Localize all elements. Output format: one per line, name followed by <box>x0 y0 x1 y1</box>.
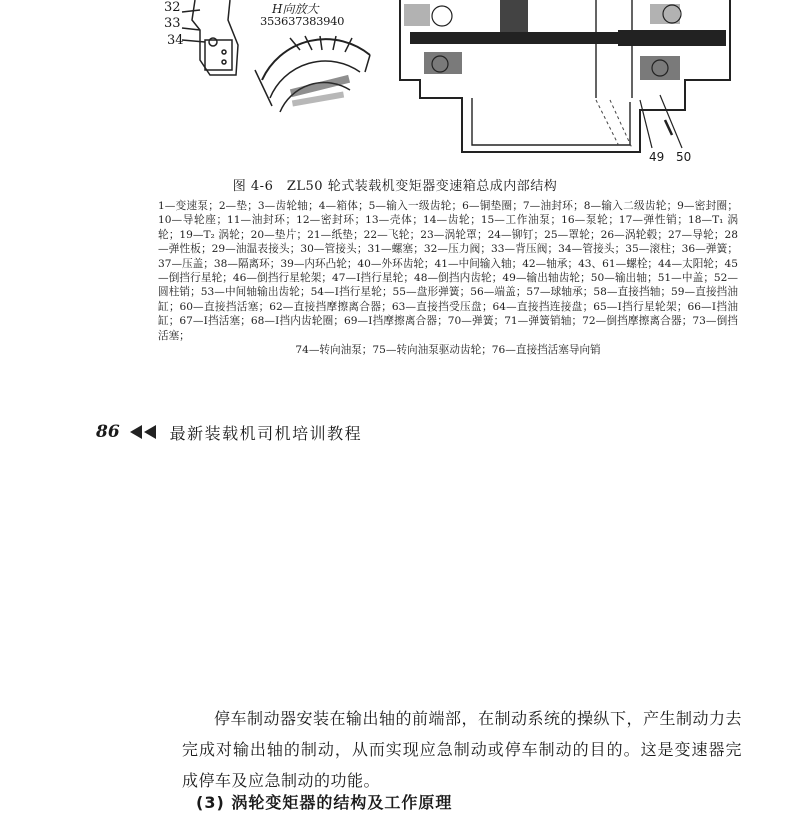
detail-part-numbers: 353637383940 <box>260 14 345 28</box>
figure-caption: 图 4-6 ZL50 轮式装载机变矩器变速箱总成内部结构 <box>232 179 558 194</box>
legend-last-line: 74—转向油泵；75—转向油泵驱动齿轮；76—直接挡活塞导向销 <box>295 344 601 357</box>
callout-50: 50 <box>676 150 692 164</box>
body-paragraph <box>182 703 742 796</box>
page-header <box>96 420 362 444</box>
callout-32: 32 <box>164 0 181 15</box>
page-number: 86 <box>96 422 120 442</box>
figure-legend <box>158 199 738 357</box>
callout-34: 34 <box>167 33 184 48</box>
section-heading: (3) 涡轮变矩器的结构及工作原理 <box>196 793 453 812</box>
transmission-drawing <box>150 0 750 170</box>
double-arrow-icon <box>128 424 158 440</box>
detail-view-label: H向放大 <box>272 2 319 16</box>
paragraph-text: 停车制动器安装在输出轴的前端部，在制动系统的操纵下，产生制动力去完成对输出轴的制动，从而实现应急制动或停车制动的目的。这是变速器完成停车及应急制动的功能。 <box>182 709 743 790</box>
legend-text: 1—变速泵；2—垫；3—齿轮轴；4—箱体；5—输入一级齿轮；6—铜垫圈；7—油封环；8—输入二级齿轮；9—密封圈；10—导轮座；11—油封环；12—密封环；13—壳体；14—齿轮；15—工作油泵；16—泵轮；17—弹性销；18—T₁ 涡轮；19—T₂ 涡轮；20—垫片；21—纸垫；22—飞轮；23—涡轮罩；24—铆钉；25—罩轮；26—涡轮毂；27—导轮；28—弹性板；29—油温表接头；30—管接头；31—螺塞；32—压力阀；33—背压阀；34—管接头；35—滚柱；36—弹簧；37—压盖；38—隔离环；39—内环凸轮；40—外环齿轮；41—中间输入轴；42—轴承；43、61—螺栓；44—太阳轮；45—倒挡行星轮；46—倒挡行星轮架；47—Ⅰ挡行星轮；48—倒挡内齿轮；49—输出轴齿轮；50—输出轴；51—中盖；52—圆柱销；53—中间轴输出齿轮；54—Ⅰ挡行星轮；55—盘形弹簧；56—端盖；57—球轴承；58—直接挡轴；59—直接挡油缸；60—直接挡活塞；62—直接挡摩擦离合器；63—直接挡受压盘；64—直接挡连接盘；65—Ⅰ挡行星轮架；66—Ⅰ挡油缸；67—Ⅰ挡活塞；68—Ⅰ挡内齿轮圈；69—Ⅰ挡摩擦离合器；70—弹簧；71—弹簧销轴；72—倒挡摩擦离合器；73—倒挡活塞； <box>158 200 738 342</box>
callout-33: 33 <box>164 16 181 31</box>
callout-49: 49 <box>649 150 665 164</box>
book-title: 最新装载机司机培训教程 <box>169 423 363 443</box>
